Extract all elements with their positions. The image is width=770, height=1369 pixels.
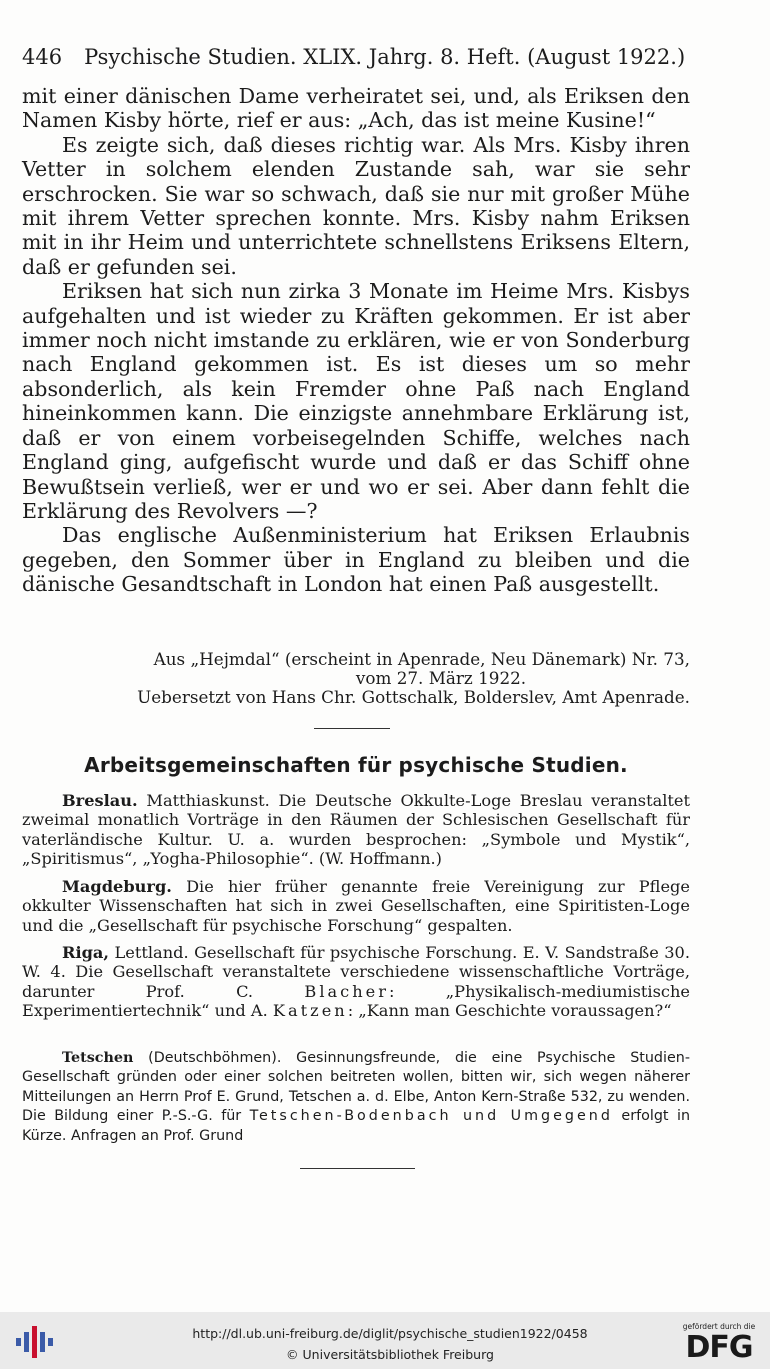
running-header	[22, 40, 748, 74]
university-logo-icon	[14, 1324, 54, 1360]
page-number: 446	[22, 45, 63, 69]
article-body	[22, 84, 690, 597]
copyright-notice: © Universitätsbibliothek Freiburg	[286, 1347, 494, 1362]
person-name: Katzen	[272, 1000, 348, 1020]
entry-tetschen	[22, 1049, 690, 1146]
section-title: Arbeitsgemeinschaften für psychische Studien.	[84, 753, 628, 777]
entry-text: Die hier früher genannte freie Vereinigung zur Pflege okkulter Wissenschaften hat sich in zwei Gesellschaften, eine Spiritisten-Loge und die „Gesellschaft für psychische Forschung“ gespalten.	[22, 877, 691, 935]
paragraph: Das englische Außenministerium hat Eriksen Erlaubnis gegeben, den Sommer über in England zu bleiben und die dänische Gesandtschaft in London hat einen Paß ausgestellt.	[22, 523, 690, 597]
entry-heading: Riga,	[62, 943, 110, 962]
entry-heading: Magdeburg.	[62, 877, 172, 896]
entry-riga	[22, 943, 690, 1020]
entry-heading: Tetschen	[62, 1050, 134, 1066]
entry-text: Lettland. Gesellschaft für psychische Forschung. E. V. Sandstraße 30. W. 4. Die Gesellschaft veranstaltete verschiedene wissenschaftliche Vorträge, darunter Prof. C.	[22, 943, 690, 1001]
funded-by-label: gefördert durch die	[682, 1322, 756, 1331]
paragraph: Es zeigte sich, daß dieses richtig war. Als Mrs. Kisby ihren Vetter in solchem elenden Zustande sah, war sie sehr erschrocken. Sie war so schwach, daß sie nur mit großer Mühe mit ihrem Vetter sprechen konnte. Mrs. Kisby nahm Eriksen mit in ihr Heim und unterrichtete schnellstens Eriksens Eltern, daß er gefunden sei.	[22, 132, 690, 279]
entry-magdeburg	[22, 877, 690, 935]
source-date: vom 27. März 1922.	[355, 668, 527, 688]
running-title: Psychische Studien. XLIX. Jahrg. 8. Heft. (August 1922.)	[84, 45, 686, 69]
entry-text: Matthiaskunst. Die Deutsche Okkulte-Loge Breslau veranstaltet zweimal monatlich Vorträge in den Räumen der Schlesischen Gesellschaft für vaterländische Kultur. U. a. wurden besprochen: „Symbole und Mystik“, „Spiritismus“, „Yogha-Philosophie“. (W. Hoffmann.)	[22, 791, 690, 868]
paragraph: Eriksen hat sich nun zirka 3 Monate im Heime Mrs. Kisbys aufgehalten und ist wieder zu Kräften gekommen. Er ist aber immer noch nicht imstande zu erklären, wie er von Sonderburg nach England gekommen ist. Es ist dieses um so mehr absonderlich, als kein Fremder ohne Paß nach England hineinkommen kann. Die einzigste annehmbare Erklärung ist, daß er von einem vorbeisegelnden Schiffe, welches nach England ging, aufgefischt wurde und daß er das Schiff ohne Bewußtsein verließ, wer er und wo er sei. Aber dann fehlt die Erklärung des Revolvers —?	[22, 279, 690, 523]
paragraph: mit einer dänischen Dame verheiratet sei, und, als Eriksen den Namen Kisby hörte, rief er aus: „Ach, das ist meine Kusine!“	[22, 84, 690, 133]
entry-breslau	[22, 791, 690, 868]
entry-text: (Deutschböhmen). Gesinnungsfreunde, die eine Psychische Studien-Gesellschaft gründen oder einer solchen beitreten wollen, bitten wir, sich wegen näherer Mitteilungen an Herrn Prof E. Grund, Tetschen a. d. Elbe, Anton Kern-Straße 532, zu wenden. Die Bildung einer P.-S.-G. für	[22, 1050, 690, 1125]
person-name: Blacher	[304, 981, 389, 1001]
entry-heading: Breslau.	[62, 791, 138, 810]
entry-text: : „Physikalisch-mediumistische Experimentiertechnik“ und A.	[22, 981, 690, 1020]
divider-rule	[314, 728, 390, 729]
viewer-footer	[0, 1312, 770, 1369]
source-citation	[22, 650, 690, 707]
entry-text: erfolgt in Kürze. Anfragen an Prof. Grund	[22, 1108, 691, 1144]
translator-line: Uebersetzt von Hans Chr. Gottschalk, Bolderslev, Amt Apenrade.	[137, 687, 690, 707]
entry-text: : „Kann man Geschichte voraussagen?“	[347, 1000, 672, 1020]
dfg-logo-icon: DFG	[685, 1330, 753, 1365]
place-name: Tetschen-Bodenbach und Umgegend	[249, 1108, 613, 1125]
source-url[interactable]: http://dl.ub.uni-freiburg.de/diglit/psychische_studien1922/0458	[192, 1326, 588, 1341]
end-rule	[300, 1168, 415, 1169]
source-line: Aus „Hejmdal“ (erscheint in Apenrade, Neu Dänemark) Nr. 73,	[153, 649, 690, 669]
